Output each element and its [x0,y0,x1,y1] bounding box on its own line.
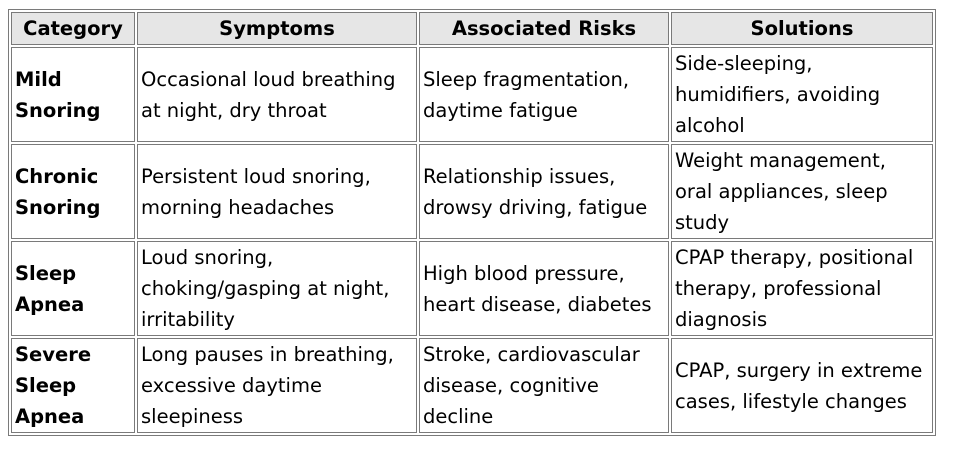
table-container [8,9,936,436]
category-cell: Mild Snoring [11,47,135,142]
table-row [11,338,933,433]
header-associated-risks: Associated Risks [419,12,669,45]
header-category: Category [11,12,135,45]
risks-cell: Sleep fragmentation, daytime fatigue [419,47,669,142]
category-cell: Chronic Snoring [11,144,135,239]
table-header-row [11,12,933,45]
solutions-cell: CPAP, surgery in extreme cases, lifestyle changes [671,338,933,433]
risks-cell: Relationship issues, drowsy driving, fatigue [419,144,669,239]
symptoms-cell: Persistent loud snoring, morning headaches [137,144,417,239]
snoring-comparison-table [8,9,936,436]
symptoms-cell: Long pauses in breathing, excessive daytime sleepiness [137,338,417,433]
symptoms-cell: Occasional loud breathing at night, dry throat [137,47,417,142]
solutions-cell: Side-sleeping, humidifiers, avoiding alcohol [671,47,933,142]
risks-cell: Stroke, cardiovascular disease, cognitive decline [419,338,669,433]
header-solutions: Solutions [671,12,933,45]
table-row [11,241,933,336]
category-cell: Sleep Apnea [11,241,135,336]
solutions-cell: CPAP therapy, positional therapy, professional diagnosis [671,241,933,336]
table-row [11,47,933,142]
header-symptoms: Symptoms [137,12,417,45]
category-cell: Severe Sleep Apnea [11,338,135,433]
risks-cell: High blood pressure, heart disease, diabetes [419,241,669,336]
table-row [11,144,933,239]
solutions-cell: Weight management, oral appliances, sleep study [671,144,933,239]
symptoms-cell: Loud snoring, choking/gasping at night, irritability [137,241,417,336]
